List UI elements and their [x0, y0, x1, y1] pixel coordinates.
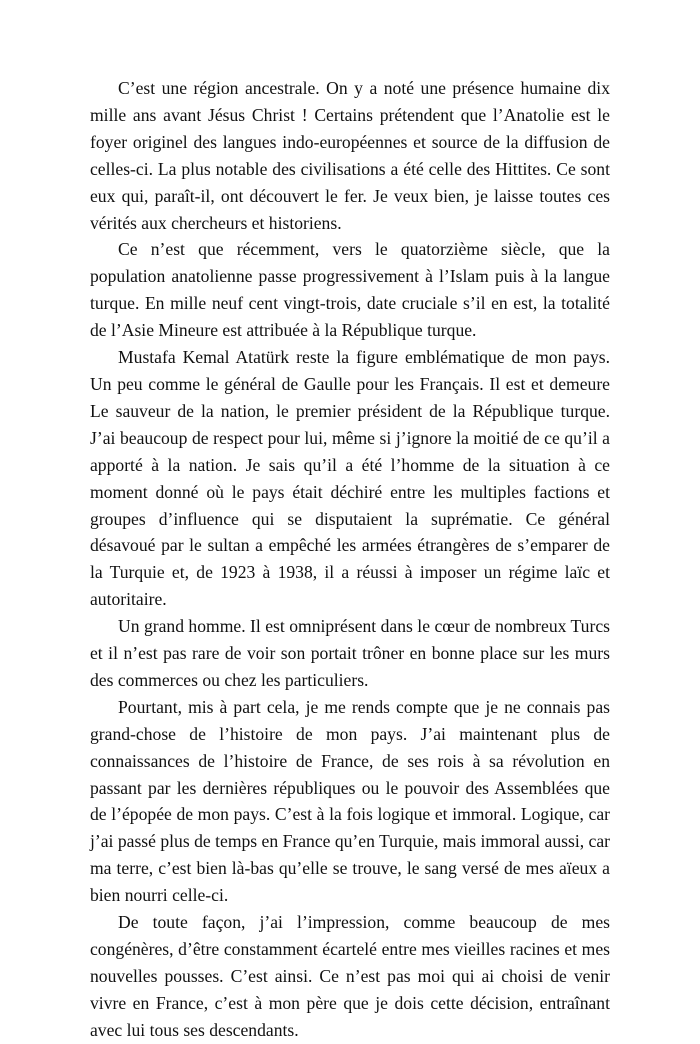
paragraph: Pourtant, mis à part cela, je me rends compte que je ne connais pas grand-chose de l’histoire de mon pays. J’ai maintenant plus de connaissances de l’histoire de France, de ses rois à sa révolution en passant par les dernières républiques ou le pouvoir des Assemblées que de l’épopée de mon pays. C’est à la fois logique et immoral. Logique, car j’ai passé plus de temps en France qu’en Turquie, mais immoral aussi, car ma terre, c’est bien là-bas qu’elle se trouve, le sang versé de mes aïeux a bien nourri celle-ci. — [90, 696, 610, 906]
paragraph: C’est une région ancestrale. On y a noté une présence humaine dix mille ans avant Jésus Christ ! Certains prétendent que l’Anatolie est le foyer originel des langues indo-européennes et source de la diffusion de celles-ci. La plus notable des civilisations a été celle des Hittites. Ce sont eux qui, paraît-il, ont découvert le fer. Je veux bien, je laisse toutes ces vérités aux chercheurs et historiens. — [90, 78, 610, 233]
body-text — [90, 75, 610, 1044]
paragraph: Ce n’est que récemment, vers le quatorzième siècle, que la population anatolienne passe progressivement à l’Islam puis à la langue turque. En mille neuf cent vingt-trois, date cruciale s’il en est, la totalité de l’Asie Mineure est attribuée à la République turque. — [90, 239, 610, 341]
paragraph: Mustafa Kemal Atatürk reste la figure emblématique de mon pays. Un peu comme le général de Gaulle pour les Français. Il est et demeure Le sauveur de la nation, le premier président de la République turque. J’ai beaucoup de respect pour lui, même si j’ignore la moitié de ce qu’il a apporté à la nation. Je sais qu’il a été l’homme de la situation à ce moment donné où le pays était déchiré entre les multiples factions et groupes d’influence qui se disputaient la suprématie. Ce général désavoué par le sultan a empêché les armées étrangères de s’emparer de la Turquie et, de 1923 à 1938, il a réussi à imposer un régime laïc et autoritaire. — [90, 347, 610, 610]
paragraph: Un grand homme. Il est omniprésent dans le cœur de nombreux Turcs et il n’est pas rare de voir son portait trôner en bonne place sur les murs des commerces ou chez les particuliers. — [90, 616, 610, 690]
paragraph: De toute façon, j’ai l’impression, comme beaucoup de mes congénères, d’être constamment écartelé entre mes vieilles racines et mes nouvelles pousses. C’est ainsi. Ce n’est pas moi qui ai choisi de venir vivre en France, c’est à mon père que je dois cette décision, entraînant avec lui tous ses descendants. — [90, 912, 610, 1040]
